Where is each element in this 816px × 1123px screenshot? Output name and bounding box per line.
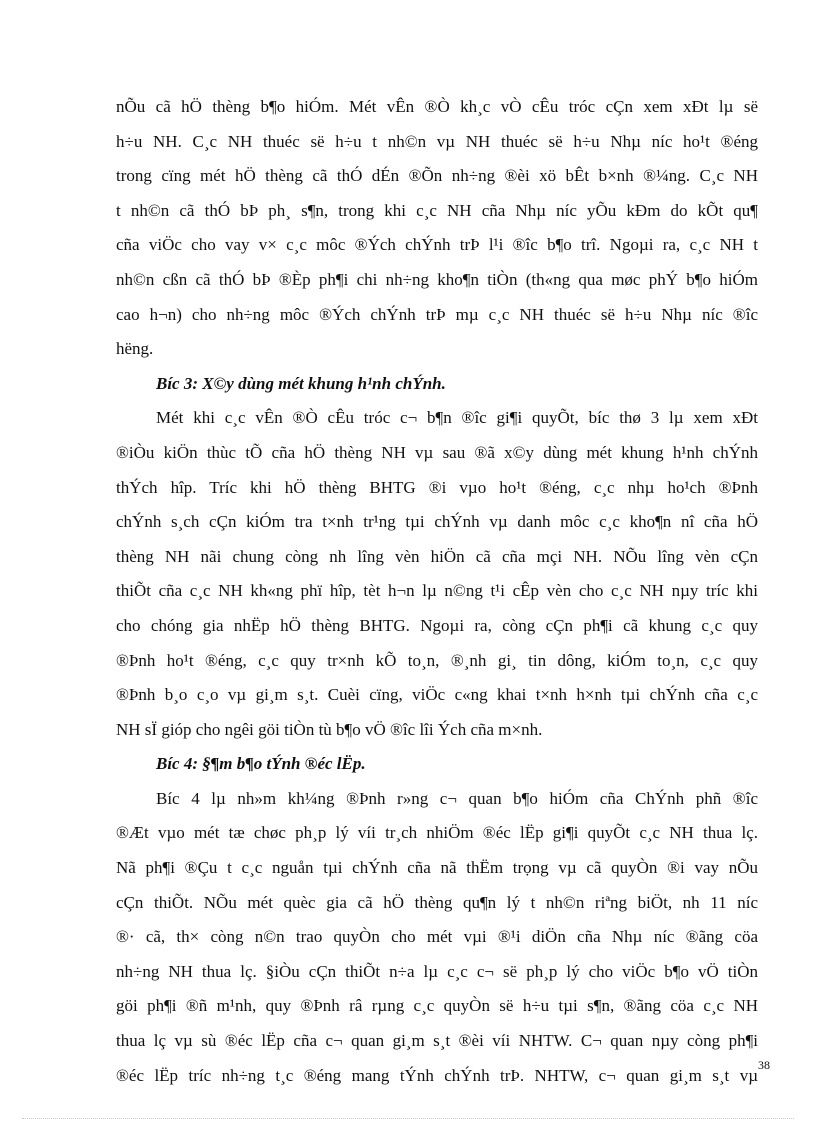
text-line: t nh©n cã thÓ bÞ ph¸ s¶n, trong khi c¸c NH cña Nhµ níc yÕu kÐm do kÕt qu¶ (116, 200, 758, 220)
text-line: NH sÏ gióp cho ngêi göi tiÒn tù b¶o vÖ ®îc lîi Ých cña m×nh. (116, 719, 543, 739)
section-heading-step-4: Bíc 4: §¶m b¶o tÝnh ®éc lËp. (156, 754, 366, 774)
text-line: cña viÖc cho vay v× c¸c môc ®Ých chÝnh trÞ l¹i ®îc b¶o trî. Ngoµi ra, c¸c NH t (116, 235, 758, 255)
text-line: göi ph¶i ®ñ m¹nh, quy ®Þnh râ rµng c¸c quyÒn së h÷u tµi s¶n, ®ãng cöa c¸c NH (116, 996, 758, 1016)
text-line: chÝnh s¸ch cÇn kiÓm tra t×nh tr¹ng tµi chÝnh vµ danh môc c¸c kho¶n nî cña hÖ (116, 512, 758, 532)
text-line: thèng NH nãi chung còng nh lîng vèn hiÖn cã cña mçi NH. NÕu lîng vèn cÇn (116, 546, 758, 566)
text-line: ®Þnh ho¹t ®éng, c¸c quy tr×nh kÕ to¸n, ®¸nh gi¸ tin dông, kiÓm to¸n, c¸c quy (116, 650, 758, 670)
text-line: ®· cã, th× còng n©n trao quyÒn cho mét vµi ®¹i diÖn cña Nhµ níc ®ãng cöa (116, 927, 758, 947)
text-line: h÷u NH. C¸c NH thuéc së h÷u t nh©n vµ NH thuéc së h÷u Nhµ níc ho¹t ®éng (116, 131, 758, 151)
footer-divider (22, 1118, 794, 1119)
text-line: Nã ph¶i ®Çu t c¸c nguån tµi chÝnh cña nã thËm trọng vµ cã quyÒn ®i vay nÕu (116, 858, 758, 878)
text-line: hëng. (116, 339, 154, 359)
text-line: ®éc lËp tríc nh÷ng t¸c ®éng mang tÝnh chÝnh trÞ. NHTW, c¬ quan gi¸m s¸t vµ (116, 1065, 758, 1085)
text-line: nÕu cã hÖ thèng b¶o hiÓm. Mét vÊn ®Ò kh¸c vÒ cÊu tróc cÇn xem xÐt lµ së (116, 97, 758, 116)
text-line: trong cïng mét hÖ thèng cã thÓ dÉn ®Õn nh÷ng ®èi xö bÊt b×nh ®¼ng. C¸c NH (116, 166, 758, 186)
text-line: ®iÒu kiÖn thùc tÕ cña hÖ thèng NH vµ sau ®ã x©y dùng mét khung h¹nh chÝnh (116, 442, 758, 462)
text-line: Mét khi c¸c vÊn ®Ò cÊu tróc c¬ b¶n ®îc gi¶i quyÕt, bíc thø 3 lµ xem xÐt (156, 408, 758, 428)
text-line: ®Þnh b¸o c¸o vµ gi¸m s¸t. Cuèi cïng, viÖc c«ng khai t×nh h×nh tµi chÝnh cña c¸c (116, 685, 758, 705)
section-heading-step-3: Bíc 3: X©y dùng mét khung h¹nh chÝnh. (156, 373, 446, 393)
text-line: cho chóng gia nhËp hÖ thèng BHTG. Ngoµi ra, còng cÇn ph¶i cã khung c¸c quy (116, 615, 758, 635)
text-line: nh©n cßn cã thÓ bÞ ®Èp ph¶i chi nh÷ng kho¶n tiÒn (th«ng qua møc phÝ b¶o hiÓm (116, 269, 758, 289)
text-line: Bíc 4 lµ nh»m kh¼ng ®Þnh r»ng c¬ quan b¶o hiÓm cña ChÝnh phñ ®îc (156, 788, 758, 808)
document-body (116, 90, 758, 1093)
text-line: thÝch hîp. Tríc khi hÖ thèng BHTG ®i vµo ho¹t ®éng, c¸c nhµ ho¹ch ®Þnh (116, 477, 758, 497)
text-line: nh÷ng NH thua lç. §iÒu cÇn thiÕt n÷a lµ c¸c c¬ së ph¸p lý cho viÖc b¶o vÖ tiÒn (116, 961, 758, 981)
text-line: thua lç vµ sù ®éc lËp cña c¬ quan gi¸m s¸t ®èi víi NHTW. C¬ quan nµy còng ph¶i (116, 1031, 758, 1051)
text-line: cao h¬n) cho nh÷ng môc ®Ých chÝnh trÞ mµ c¸c NH thuéc së h÷u Nhµ níc ®îc (116, 304, 758, 324)
text-line: cÇn thiÕt. NÕu mét quèc gia cã hÖ thèng qu¶n lý t nh©n riªng biÖt, nh 11 níc (116, 892, 758, 912)
text-line: thiÕt cña c¸c NH kh«ng phï hîp, tèt h¬n lµ n©ng t¹i cÊp vèn cho c¸c NH nµy tríc khi (116, 581, 758, 601)
page-number: 38 (758, 1058, 770, 1072)
text-line: ®Æt vµo mét tæ chøc ph¸p lý víi tr¸ch nhiÖm ®éc lËp gi¶i quyÕt c¸c NH thua lç. (116, 823, 758, 843)
